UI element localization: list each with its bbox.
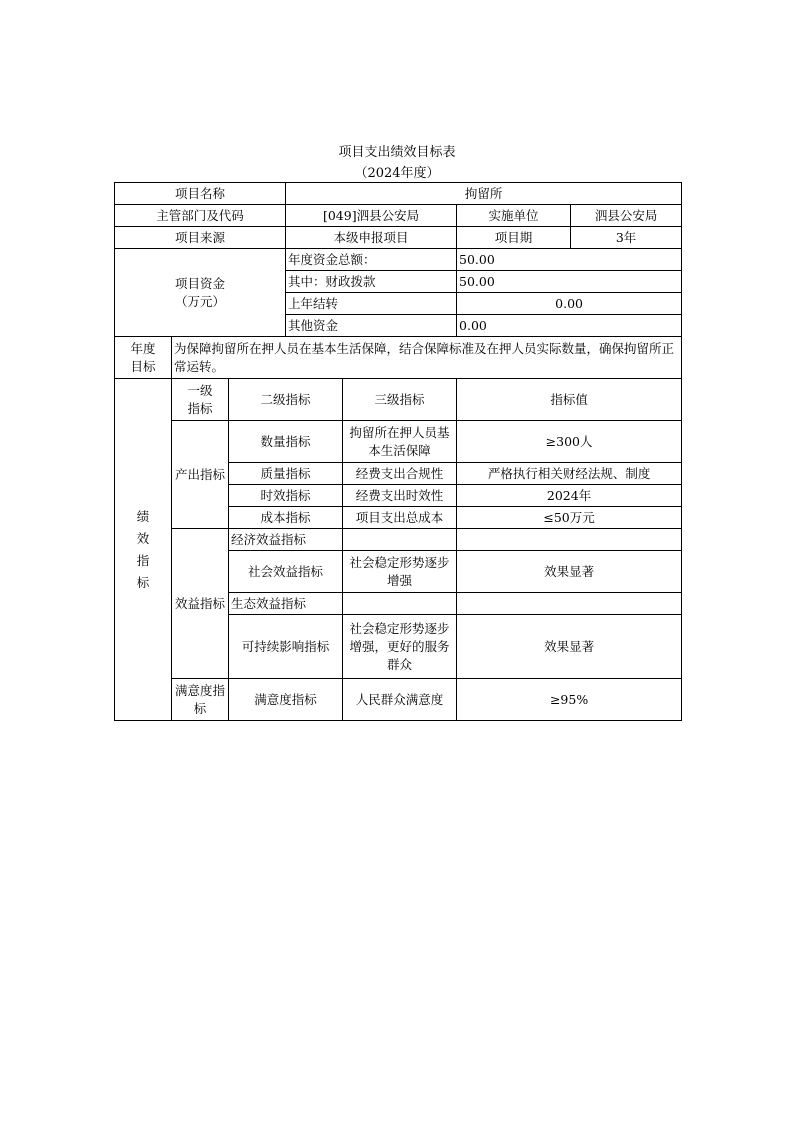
funds-fiscal-label: 其中：财政拨款	[286, 271, 457, 293]
benefit-level2: 可持续影响指标	[229, 615, 343, 679]
funds-carryover-label: 上年结转	[286, 293, 457, 315]
benefit-value: 效果显著	[457, 615, 682, 679]
header-level1	[172, 379, 229, 421]
funds-label-line1: 项目资金	[175, 275, 226, 291]
header-level1-line2: 指标	[187, 400, 213, 416]
dept-label: 主管部门及代码	[115, 205, 286, 227]
satisfaction-label: 满意度指标	[172, 679, 229, 721]
project-name-value: 拘留所	[286, 183, 682, 205]
benefit-level2: 生态效益指标	[229, 593, 343, 615]
source-value: 本级申报项目	[286, 227, 457, 249]
output-level3: 经费支出合规性	[343, 463, 457, 485]
benefit-level2: 社会效益指标	[229, 551, 343, 593]
benefit-value	[457, 593, 682, 615]
funds-fiscal-value: 50.00	[457, 271, 682, 293]
output-level2: 成本指标	[229, 507, 343, 529]
benefit-value: 效果显著	[457, 551, 682, 593]
output-value: ≥300人	[457, 421, 682, 463]
funds-total-label: 年度资金总额：	[286, 249, 457, 271]
dept-value: [049]泗县公安局	[286, 205, 457, 227]
output-level3: 拘留所在押人员基本生活保障	[343, 421, 457, 463]
indicators-section-label	[115, 379, 172, 721]
page-year: （2024年度）	[354, 166, 440, 181]
header-level3: 三级指标	[343, 379, 457, 421]
output-value: 2024年	[457, 485, 682, 507]
satisfaction-value: ≥95%	[457, 679, 682, 721]
section-char: 绩	[136, 508, 150, 524]
benefit-label: 效益指标	[172, 529, 229, 679]
satisfaction-level2: 满意度指标	[229, 679, 343, 721]
benefit-level3: 社会稳定形势逐步增强	[343, 551, 457, 593]
benefit-value	[457, 529, 682, 551]
section-char: 标	[136, 574, 150, 590]
output-level2: 数量指标	[229, 421, 343, 463]
funds-other-label: 其他资金	[286, 315, 457, 337]
header-value: 指标值	[457, 379, 682, 421]
impl-unit-label: 实施单位	[457, 205, 571, 227]
section-char: 指	[136, 552, 150, 568]
output-value: ≤50万元	[457, 507, 682, 529]
project-name-label: 项目名称	[115, 183, 286, 205]
header-level2: 二级指标	[229, 379, 343, 421]
benefit-level3	[343, 529, 457, 551]
funds-other-value: 0.00	[457, 315, 682, 337]
goal-label-line2: 目标	[130, 358, 156, 374]
goal-label-line1: 年度	[130, 340, 156, 356]
period-label: 项目期	[457, 227, 571, 249]
satisfaction-level3: 人民群众满意度	[343, 679, 457, 721]
header-level1-line1: 一级	[187, 382, 213, 398]
output-value: 严格执行相关财经法规、制度	[457, 463, 682, 485]
performance-table	[114, 182, 682, 721]
output-label: 产出指标	[172, 421, 229, 529]
section-char: 效	[136, 530, 150, 546]
funds-carryover-value: 0.00	[457, 293, 682, 315]
benefit-level3	[343, 593, 457, 615]
funds-label	[115, 249, 286, 337]
page-title: 项目支出绩效目标表	[338, 145, 456, 160]
source-label: 项目来源	[115, 227, 286, 249]
output-level3: 经费支出时效性	[343, 485, 457, 507]
funds-total-value: 50.00	[457, 249, 682, 271]
goal-text: 为保障拘留所在押人员在基本生活保障，结合保障标准及在押人员实际数量，确保拘留所正常运转。	[172, 337, 682, 379]
benefit-level2: 经济效益指标	[229, 529, 343, 551]
output-level3: 项目支出总成本	[343, 507, 457, 529]
funds-label-line2: （万元）	[175, 293, 226, 309]
impl-unit-value: 泗县公安局	[571, 205, 682, 227]
benefit-level3: 社会稳定形势逐步增强，更好的服务群众	[343, 615, 457, 679]
goal-label	[115, 337, 172, 379]
period-value: 3年	[571, 227, 682, 249]
output-level2: 时效指标	[229, 485, 343, 507]
output-level2: 质量指标	[229, 463, 343, 485]
